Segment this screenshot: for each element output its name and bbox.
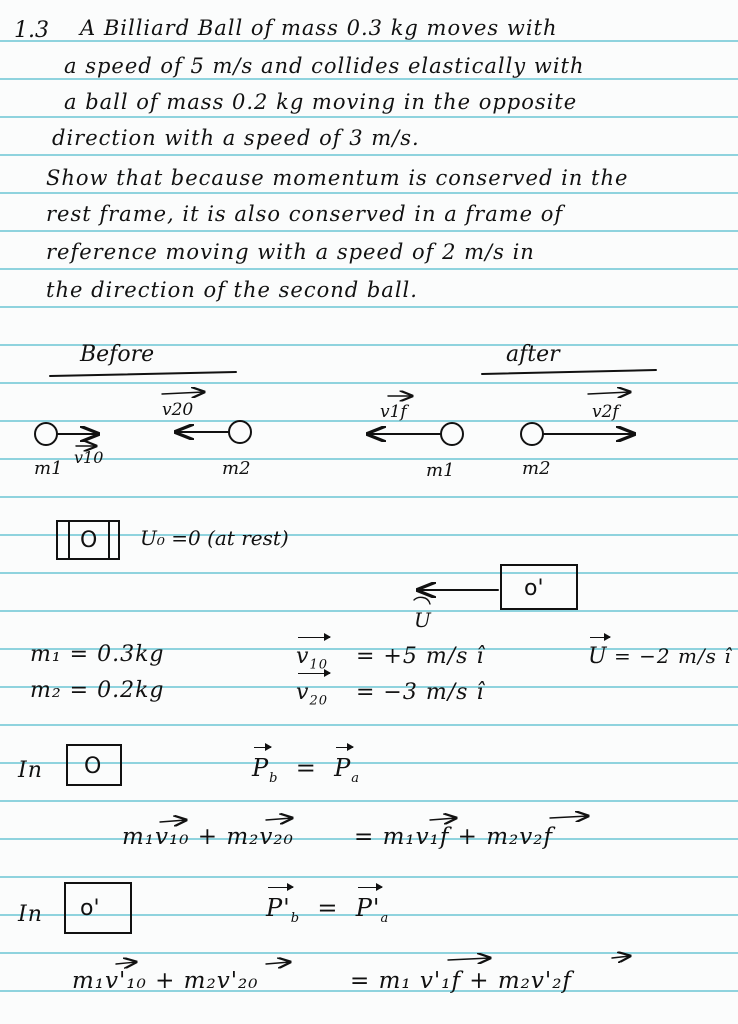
after-m2-label: m2 xyxy=(522,458,551,479)
frame-oprime-box xyxy=(500,564,578,610)
in-o-box-label: O xyxy=(84,754,102,779)
after-label: after xyxy=(506,342,560,367)
eq2-left: m₁v₁₀ + m₂v₂₀ xyxy=(122,824,294,850)
frame-o-label: O xyxy=(80,528,98,553)
given-v10-symbol: $v_{10}$ xyxy=(296,644,328,673)
in-o-box xyxy=(66,744,122,786)
eq4-arrow-v1f xyxy=(448,958,490,960)
before-v10-label: v10 xyxy=(74,448,104,467)
eq4-arrow-v20 xyxy=(266,962,290,964)
before-v20-label: v20 xyxy=(162,400,194,420)
v2f-label-arrow xyxy=(588,392,630,394)
problem-line-4: direction with a speed of 3 m/s. xyxy=(52,126,420,150)
eq2-arrow-v1f xyxy=(430,818,456,820)
given-v20-symbol: $v_{20}$ xyxy=(296,680,328,709)
before-ball-m1 xyxy=(35,423,57,445)
given-m1: m₁ = 0.3kg xyxy=(30,642,165,667)
eq4-right: = m₁ v'₁f + m₂v'₂f xyxy=(350,968,572,994)
eq2-arrow-v2f xyxy=(550,816,588,818)
eq4-arrow-v2f xyxy=(612,956,630,958)
after-ball-m1 xyxy=(441,423,463,445)
after-m1-label: m1 xyxy=(426,460,455,481)
problem-line-3: a ball of mass 0.2 kg moving in the opposite xyxy=(64,90,578,114)
eq1: $P_b = P_a$ xyxy=(252,754,361,786)
problem-number: 1.3 xyxy=(14,18,49,43)
in-oprime-box-label: o' xyxy=(80,896,100,921)
given-m2: m₂ = 0.2kg xyxy=(30,678,165,703)
after-ball-m2 xyxy=(521,423,543,445)
frame-o-note: U₀ =0 (at rest) xyxy=(140,526,289,550)
frame-u-label: U xyxy=(414,608,431,632)
eq2-right: = m₁v₁f + m₂v₂f xyxy=(354,824,553,850)
v20-label-arrow xyxy=(162,392,204,394)
problem-line-8: the direction of the second ball. xyxy=(46,278,418,302)
problem-line-6: rest frame, it is also conserved in a frame of xyxy=(46,202,564,226)
eq2-arrow-v10 xyxy=(160,820,186,822)
after-v1f-label: v1f xyxy=(380,402,407,422)
eq1-rhs: P xyxy=(334,754,352,782)
before-ball-m2 xyxy=(229,421,251,443)
given-v20-value: = −3 m/s î xyxy=(356,680,485,705)
eq3-rhs: P' xyxy=(355,894,381,922)
before-m1-label: m1 xyxy=(34,458,63,479)
problem-line-1: A Billiard Ball of mass 0.3 kg moves with xyxy=(80,16,558,40)
after-underline xyxy=(482,370,656,374)
problem-line-5: Show that because momentum is conserved in the xyxy=(46,166,629,190)
problem-line-2: a speed of 5 m/s and collides elastically with xyxy=(64,54,585,78)
given-u-value: = −2 m/s î xyxy=(614,644,732,668)
given-v10-value: = +5 m/s î xyxy=(356,644,485,669)
before-label: Before xyxy=(80,342,155,367)
eq3-lhs: P' xyxy=(266,894,291,922)
eq3: $P'_b = P'_a$ xyxy=(266,894,390,926)
frame-o-box xyxy=(56,520,120,560)
before-m2-label: m2 xyxy=(222,458,251,479)
eq1-lhs: P xyxy=(252,754,270,782)
eq4-arrow-v10 xyxy=(116,962,136,964)
after-v2f-label: v2f xyxy=(592,402,619,422)
problem-line-7: reference moving with a speed of 2 m/s in xyxy=(46,240,535,264)
in-oprime-label: In xyxy=(18,902,43,927)
in-oprime-box xyxy=(64,882,132,934)
u-arrow-squiggle xyxy=(414,597,430,604)
frame-oprime-label: o' xyxy=(524,576,544,601)
before-underline xyxy=(50,372,236,376)
in-o-label: In xyxy=(18,758,43,783)
eq2-arrow-v20 xyxy=(266,818,292,820)
eq4-left: m₁v'₁₀ + m₂v'₂₀ xyxy=(72,968,259,994)
given-u-symbol: U xyxy=(588,644,608,669)
